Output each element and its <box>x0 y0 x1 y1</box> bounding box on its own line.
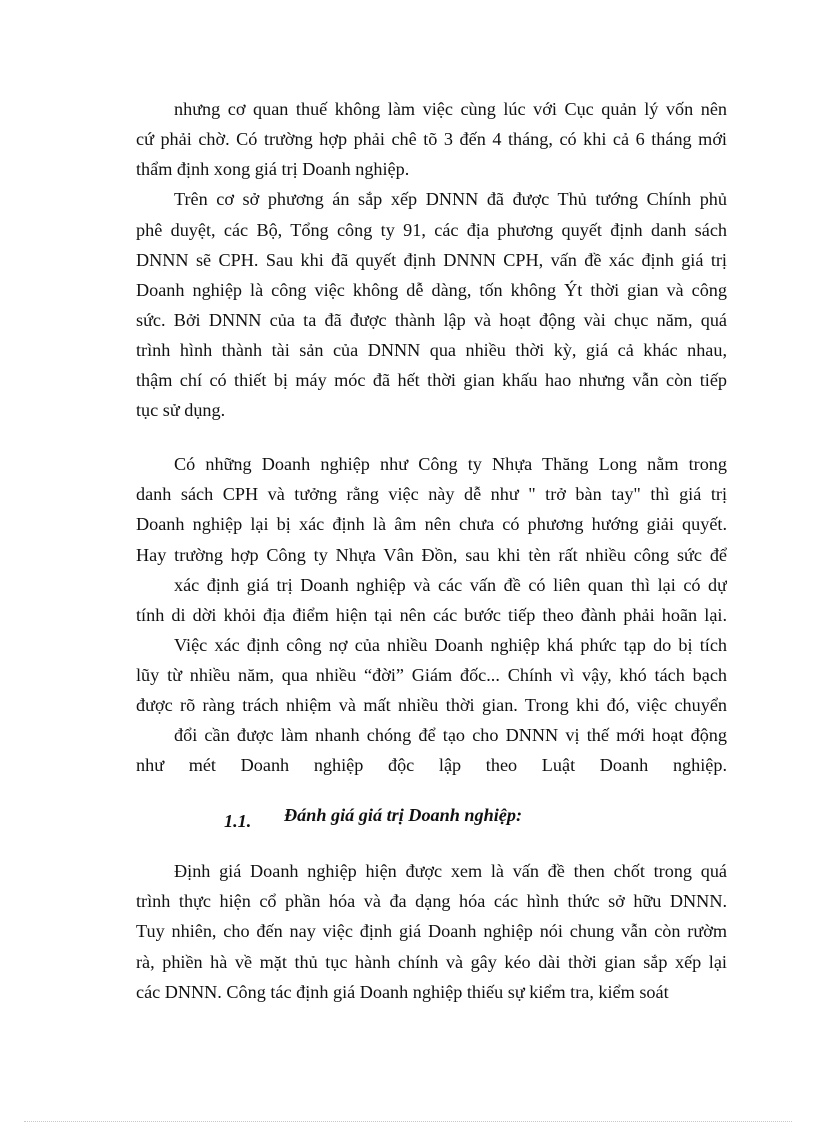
section-number: 1.1. <box>224 811 252 831</box>
text-line: tính di dời khỏi địa điểm hiện tại nên các bước tiếp theo đành phải hoãn lại. <box>136 605 727 625</box>
text-line: danh sách CPH và tưởng rằng việc này dễ như " trở bàn tay" thì giá trị <box>136 484 727 504</box>
text-line: được rõ ràng trách nhiệm và mất nhiều thời gian. Trong khi đó, việc chuyển <box>136 695 727 715</box>
text-line: Hay trường hợp Công ty Nhựa Vân Đồn, sau khi tèn rất nhiều công sức để <box>136 545 727 565</box>
text-line: phê duyệt, các Bộ, Tổng công ty 91, các địa phương quyết định danh sách <box>136 220 727 240</box>
text-line: lũy từ nhiều năm, qua nhiều “đời” Giám đốc... Chính vì vậy, khó tách bạch <box>136 665 727 685</box>
text-line: các DNNN. Công tác định giá Doanh nghiệp thiếu sự kiểm tra, kiểm soát <box>136 982 669 1002</box>
text-line: cứ phải chờ. Có trường hợp phải chê tõ 3 đến 4 tháng, có khi cả 6 tháng mới <box>136 129 727 149</box>
text-line: DNNN sẽ CPH. Sau khi đã quyết định DNNN CPH, vấn đề xác định giá trị <box>136 250 727 270</box>
text-line: thậm chí có thiết bị máy móc đã hết thời gian khấu hao nhưng vẫn còn tiếp <box>136 370 727 390</box>
text-line: trình hình thành tài sản của DNNN qua nhiều thời kỳ, giá cả khác nhau, <box>136 340 727 360</box>
section-title: Đánh giá giá trị Doanh nghiệp: <box>284 805 523 825</box>
section-heading <box>136 806 727 832</box>
text-line: thẩm định xong giá trị Doanh nghiệp. <box>136 159 410 179</box>
text-line: rà, phiền hà về mặt thủ tục hành chính và gây kéo dài thời gian sắp xếp lại <box>136 952 727 972</box>
text-line: tục sử dụng. <box>136 400 226 420</box>
text-line: trình thực hiện cổ phần hóa và đa dạng hóa các hình thức sở hữu DNNN. <box>136 891 727 911</box>
text-line: như mét Doanh nghiệp độc lập theo Luật Doanh nghiệp. <box>136 755 727 775</box>
text-line: Định giá Doanh nghiệp hiện được xem là vấn đề then chốt trong quá <box>174 861 727 881</box>
text-line: Doanh nghiệp là công việc không dễ dàng, tốn không Ýt thời gian và công <box>136 280 727 300</box>
text-line: nhưng cơ quan thuế không làm việc cùng lúc với Cục quản lý vốn nên <box>174 99 727 119</box>
text-line: Doanh nghiệp lại bị xác định là âm nên chưa có phương hướng giải quyết. <box>136 514 727 534</box>
text-line: Có những Doanh nghiệp như Công ty Nhựa Thăng Long nằm trong <box>174 454 727 474</box>
text-line: Trên cơ sở phương án sắp xếp DNNN đã được Thủ tướng Chính phủ <box>174 189 727 209</box>
text-line: Việc xác định công nợ của nhiều Doanh nghiệp khá phức tạp do bị tích <box>174 635 727 655</box>
text-line: xác định giá trị Doanh nghiệp và các vấn đề có liên quan thì lại có dự <box>174 575 727 595</box>
text-line: sức. Bởi DNNN của ta đã được thành lập và hoạt động vài chục năm, quá <box>136 310 727 330</box>
text-line: Tuy nhiên, cho đến nay việc định giá Doanh nghiệp nói chung vẫn còn rườm <box>136 921 727 941</box>
footer-divider <box>24 1121 792 1122</box>
text-line: đổi cần được làm nhanh chóng để tạo cho DNNN vị thế mới hoạt động <box>174 725 727 745</box>
